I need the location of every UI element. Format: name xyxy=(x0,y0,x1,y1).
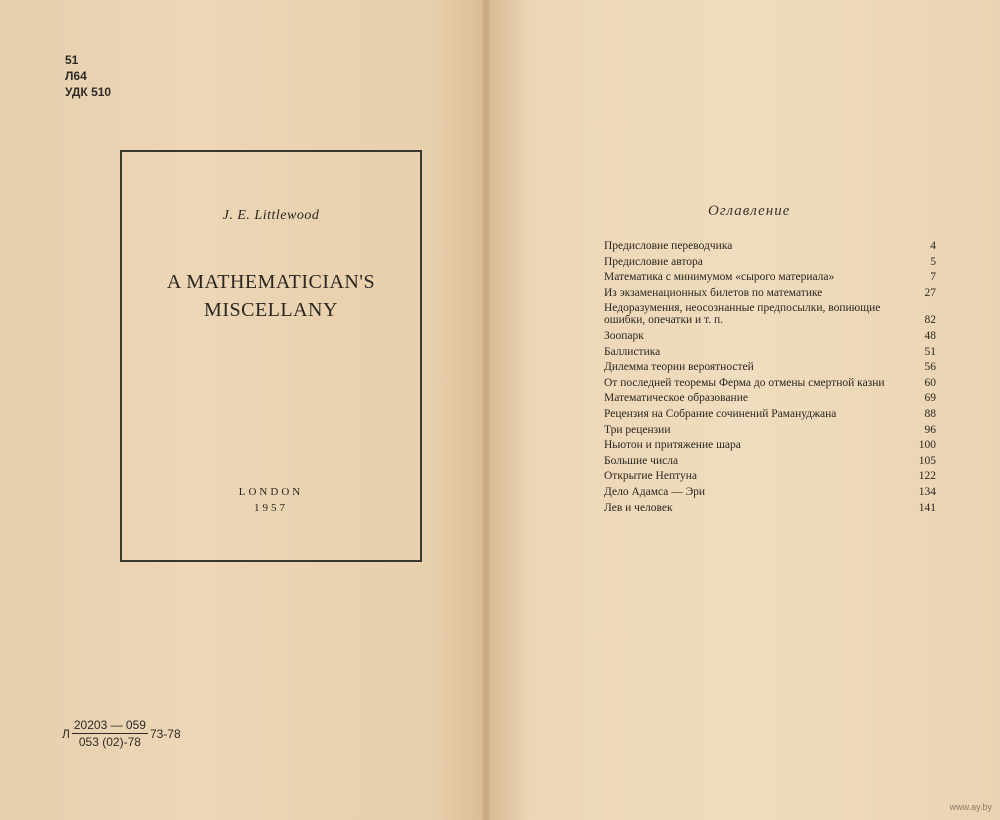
catalog-code-line: Л64 xyxy=(65,69,87,83)
author-name: J. E. Littlewood xyxy=(222,208,320,223)
toc-entry-page: 69 xyxy=(924,392,936,405)
toc-entry-title: Баллистика xyxy=(604,345,661,358)
toc-entry xyxy=(604,361,936,377)
toc-entry-title: Три рецензии xyxy=(604,423,671,436)
toc-entry-title: Недоразумения, неосознанные предпосылки, вопиющие ошибки, опечатки и т. п. xyxy=(604,302,881,327)
toc-entry-title: Рецензия на Собрание сочинений Рамануджана xyxy=(604,407,837,420)
imprint-numerator: 20203 — 059 xyxy=(73,718,146,732)
imprint-fraction xyxy=(72,718,148,749)
imprint-code xyxy=(62,718,181,749)
toc-entry-page: 100 xyxy=(918,439,936,452)
title-page-frame xyxy=(120,150,422,562)
imprint-denominator: 053 (02)-78 xyxy=(78,735,141,749)
publication-place: LONDON xyxy=(238,486,304,498)
toc-entry xyxy=(604,346,936,362)
toc-entry xyxy=(604,486,936,502)
toc-entry-title: Из экзаменационных билетов по математике xyxy=(604,286,823,299)
toc-entry xyxy=(604,392,936,408)
toc-entry xyxy=(604,408,936,424)
toc-entry-page: 141 xyxy=(918,501,936,514)
toc-entry xyxy=(604,424,936,440)
toc-entry-page: 51 xyxy=(924,345,936,358)
toc-entry xyxy=(604,439,936,455)
toc-entry xyxy=(604,470,936,486)
toc-entry-title: Ньютон и притяжение шара xyxy=(604,439,741,452)
book-title-line: A MATHEMATICIAN'S xyxy=(166,271,376,293)
watermark: www.ay.by xyxy=(949,802,992,812)
book-title-line: MISCELLANY xyxy=(204,299,338,321)
toc-entry-page: 60 xyxy=(924,376,936,389)
toc-entry-page: 82 xyxy=(924,314,936,327)
toc-entry-title: Зоопарк xyxy=(604,329,644,342)
toc-entry-title: Дилемма теории вероятностей xyxy=(604,361,754,374)
toc-entry-page: 122 xyxy=(918,470,936,483)
toc-entry-page: 4 xyxy=(930,240,936,252)
toc-entry-title: Большие числа xyxy=(604,454,679,467)
toc-entry-page: 48 xyxy=(924,329,936,342)
catalog-code-line: 51 xyxy=(65,53,79,67)
toc-entry-page: 96 xyxy=(924,423,936,436)
toc-entry xyxy=(604,271,936,287)
imprint-suffix: 73-78 xyxy=(149,726,181,741)
toc-entry-page: 105 xyxy=(918,454,936,467)
toc-entry xyxy=(604,240,936,256)
publication-year: 1957 xyxy=(254,502,288,514)
toc-entry-title: Предисловие автора xyxy=(604,255,703,268)
imprint-prefix: Л xyxy=(62,726,70,741)
toc-entry-title: Предисловие переводчика xyxy=(604,240,733,252)
toc-entry-page: 56 xyxy=(924,361,936,374)
toc-entry-title: Математика с минимумом «сырого материала» xyxy=(604,271,835,284)
toc-entry xyxy=(604,330,936,346)
toc-entry-page: 88 xyxy=(924,407,936,420)
toc-entry xyxy=(604,502,936,518)
catalog-codes xyxy=(65,52,111,100)
toc-entry-title: Открытие Нептуна xyxy=(604,470,697,483)
book-title xyxy=(122,268,420,324)
toc-entry xyxy=(604,377,936,393)
toc-entry xyxy=(604,287,936,303)
toc-entry-title: Математическое образование xyxy=(604,392,748,405)
toc-entry-page: 7 xyxy=(930,271,936,284)
toc-entry-title: Дело Адамса — Эри xyxy=(604,485,706,498)
left-page xyxy=(0,0,484,820)
publication-info xyxy=(122,484,420,516)
toc-entry xyxy=(604,302,936,330)
toc-entry-page: 134 xyxy=(918,485,936,498)
toc-entry-page: 5 xyxy=(930,255,936,268)
toc-entry-title: От последней теоремы Ферма до отмены смертной казни xyxy=(604,376,885,389)
toc-entry xyxy=(604,256,936,272)
table-of-contents xyxy=(604,240,936,517)
catalog-code-line: УДК 510 xyxy=(65,85,112,99)
toc-entry xyxy=(604,455,936,471)
toc-entry-page: 27 xyxy=(924,286,936,299)
toc-heading: Оглавление xyxy=(708,203,791,219)
toc-entry-title: Лев и человек xyxy=(604,501,673,514)
